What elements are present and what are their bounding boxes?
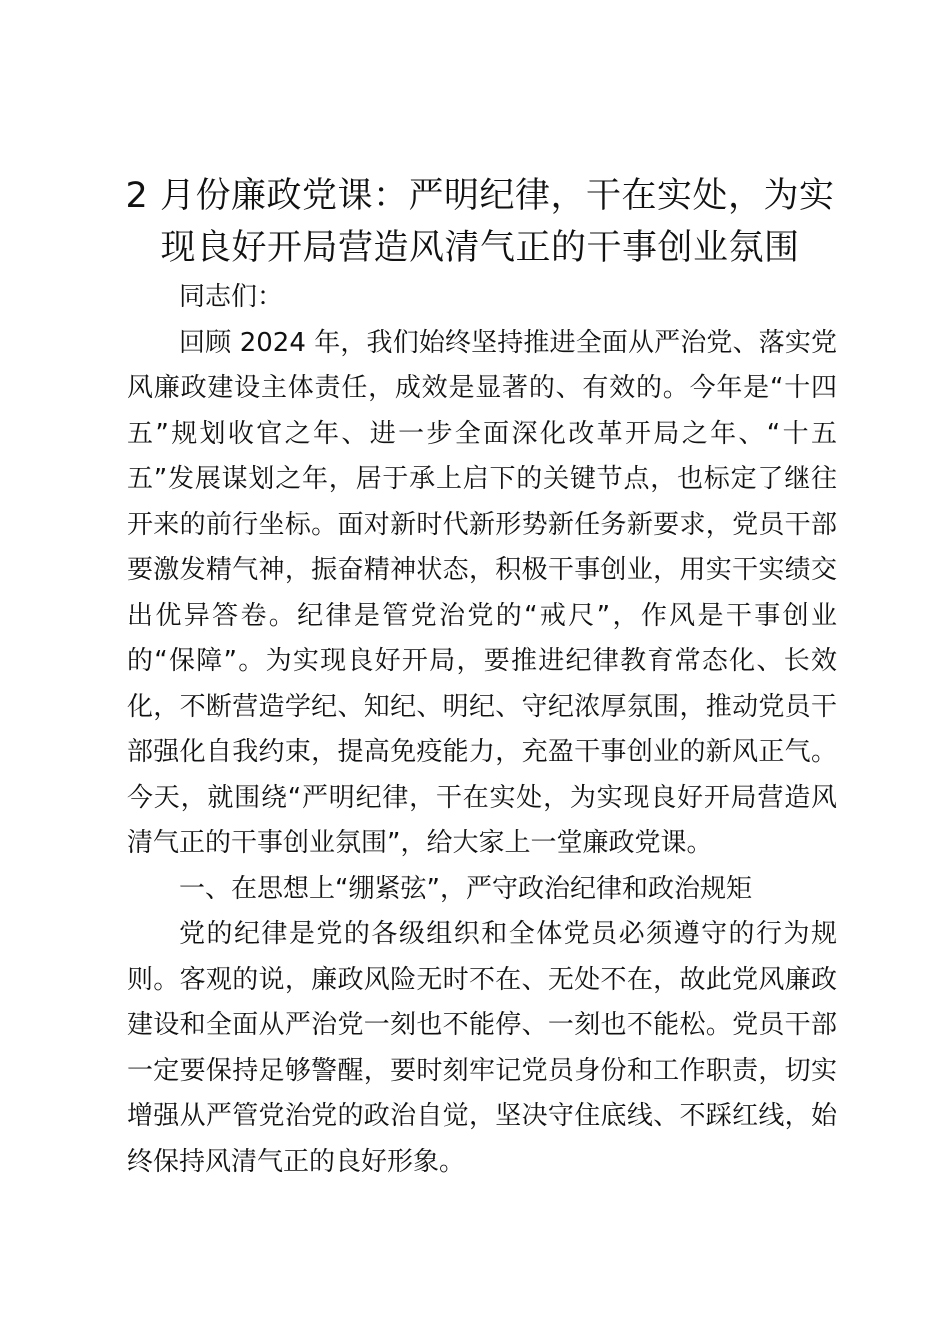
- salutation: 同志们：: [179, 282, 284, 312]
- paragraph-1: 回顾 2024 年，我们始终坚持推进全面从严治党、落实党风廉政建设主体责任，成效是显著的、有效的。今年是“十四五”规划收官之年、进一步全面深化改革开局之年、“十五五”发展谋划之年，居于承上启下的关键节点，也标定了继往开来的前行坐标。面对新时代新形势新任务新要求，党员干部要激发精气神，振奋精神状态，积极干事创业，用实干实绩交出优异答卷。纪律是管党治党的“戒尺”，作风是干事创业的“保障”。为实现良好开局，要推进纪律教育常态化、长效化，不断营造学纪、知纪、明纪、守纪浓厚氛围，推动党员干部强化自我约束，提高免疫能力，充盈干事创业的新风正气。今天，就围绕“严明纪律，干在实处，为实现良好开局营造风清气正的干事创业氛围”，给大家上一堂廉政党课。: [127, 327, 837, 858]
- title-line-1: 2 月份廉政党课：严明纪律，干在实处，为实: [125, 176, 835, 216]
- section-heading-1: 一、在思想上“绷紧弦”，严守政治纪律和政治规矩: [179, 873, 752, 904]
- paragraph-2: 党的纪律是党的各级组织和全体党员必须遵守的行为规则。客观的说，廉政风险无时不在、无处不在，故此党风廉政建设和全面从严治党一刻也不能停、一刻也不能松。党员干部一定要保持足够警醒，要时刻牢记党员身份和工作职责，切实增强从严管党治党的政治自觉，坚决守住底线、不踩红线，始终保持风清气正的良好形象。: [127, 919, 837, 1177]
- document-body: [127, 275, 837, 1185]
- document-title: [110, 170, 850, 274]
- title-line-2: 现良好开局营造风清气正的干事创业氛围: [160, 228, 800, 268]
